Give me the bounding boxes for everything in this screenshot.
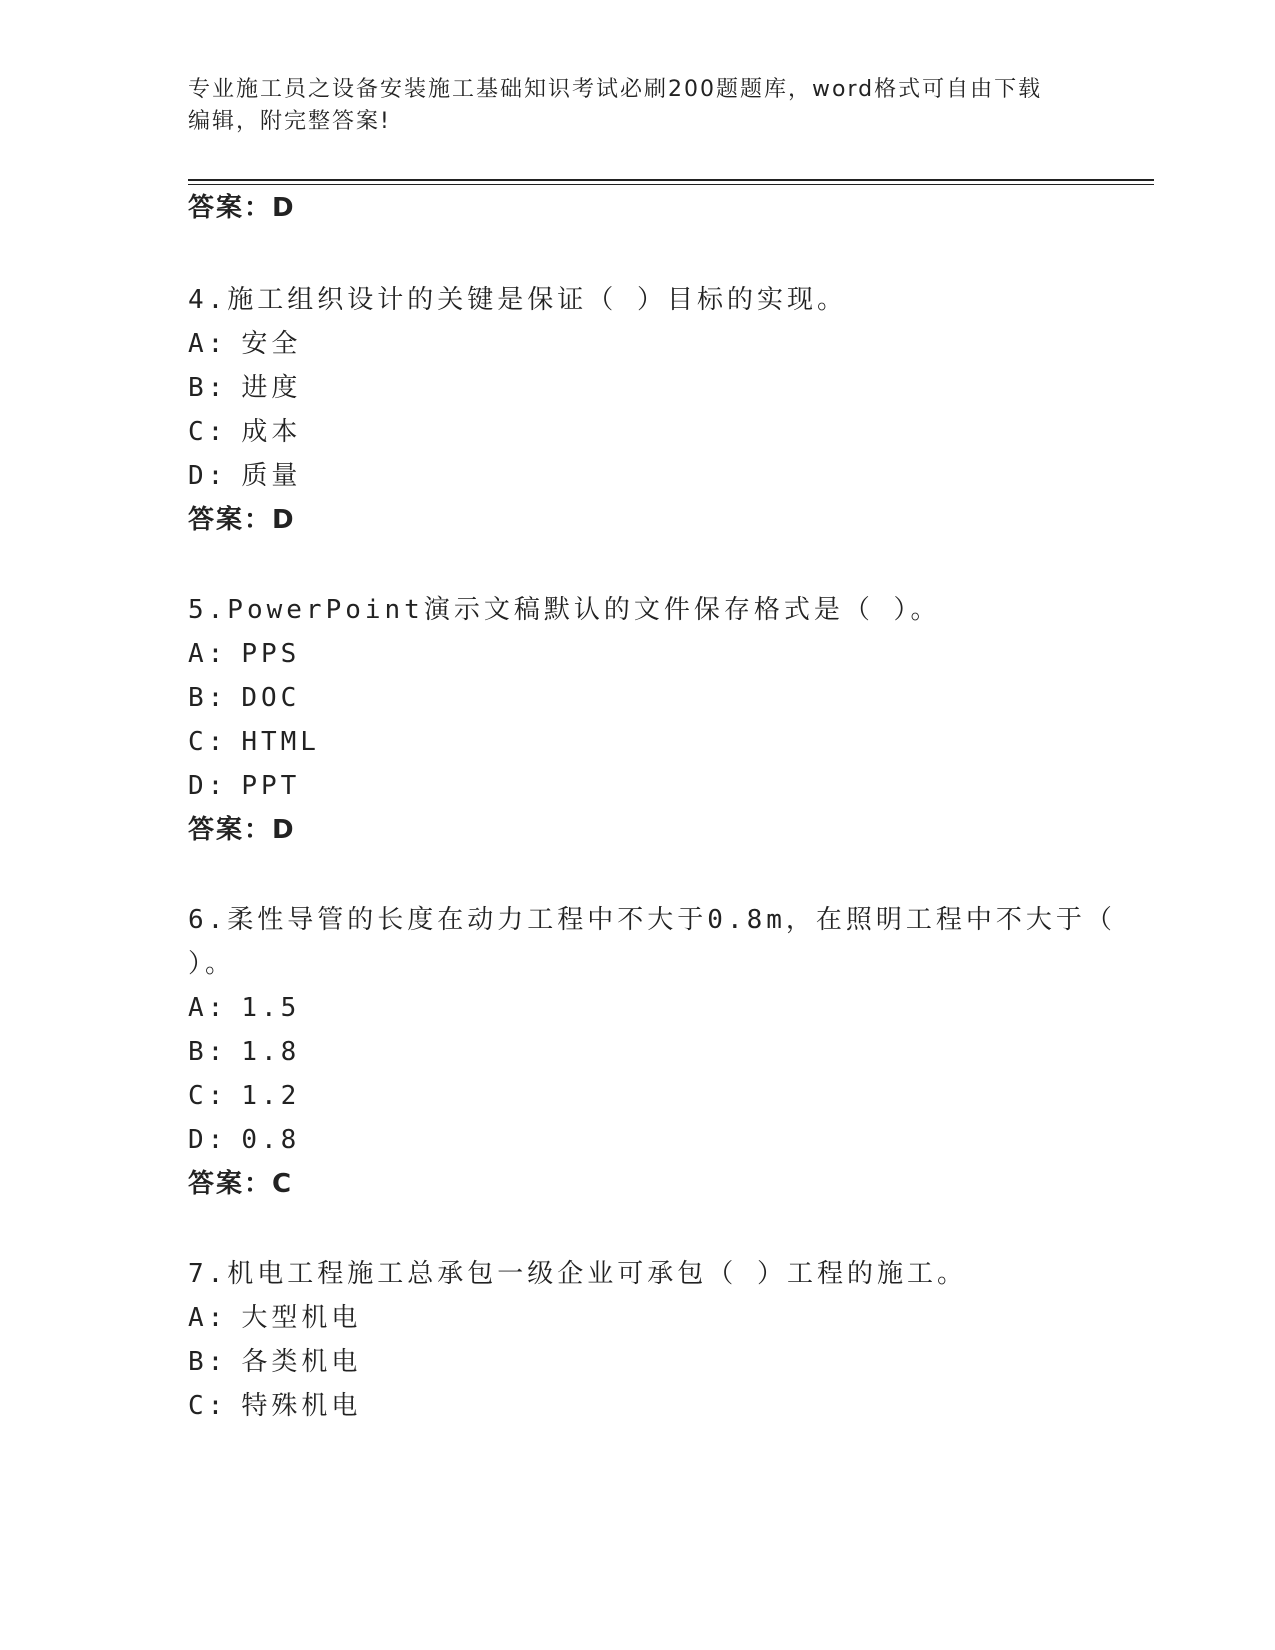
option-letter: A: <box>188 993 228 1023</box>
option-letter: B: <box>188 1037 228 1067</box>
question-6-answer: 答案：C <box>188 1169 294 1199</box>
option-text: 质量 <box>241 461 302 491</box>
question-7-option-c <box>188 1390 361 1422</box>
option-letter: D: <box>188 461 228 491</box>
option-text: PPS <box>241 639 301 669</box>
option-text: 安全 <box>241 329 302 359</box>
option-letter: A: <box>188 639 228 669</box>
header-line-2: 编辑，附完整答案! <box>188 109 391 134</box>
option-letter: C: <box>188 417 228 447</box>
option-letter: C: <box>188 1391 228 1421</box>
option-text: HTML <box>241 727 320 757</box>
question-7-option-b <box>188 1346 361 1378</box>
option-letter: B: <box>188 373 228 403</box>
option-text: 1.5 <box>241 993 301 1023</box>
question-7-stem: 7.机电工程施工总承包一级企业可承包（ ）工程的施工。 <box>188 1259 967 1289</box>
option-text: 特殊机电 <box>241 1391 362 1421</box>
option-text: 成本 <box>241 417 302 447</box>
question-7-option-a <box>188 1302 361 1334</box>
question-4-option-b <box>188 372 301 404</box>
question-6-option-b <box>188 1036 300 1068</box>
question-4-stem: 4.施工组织设计的关键是保证（ ）目标的实现。 <box>188 285 847 315</box>
option-text: 1.2 <box>241 1081 301 1111</box>
option-letter: C: <box>188 1081 228 1111</box>
option-text: 大型机电 <box>241 1303 362 1333</box>
question-6-stem-continued: ）。 <box>188 949 236 979</box>
question-6-option-c <box>188 1080 300 1112</box>
option-text: 0.8 <box>241 1125 301 1155</box>
question-6-option-d <box>188 1124 300 1156</box>
option-text: DOC <box>241 683 301 713</box>
question-4-option-a <box>188 328 301 360</box>
header-rule-thick <box>188 179 1154 181</box>
option-letter: A: <box>188 1303 228 1333</box>
document-header <box>188 74 1088 138</box>
question-5-answer: 答案：D <box>188 815 296 845</box>
question-5-option-d <box>188 770 300 802</box>
option-letter: C: <box>188 727 228 757</box>
option-text: PPT <box>241 771 301 801</box>
option-text: 各类机电 <box>241 1347 362 1377</box>
previous-answer: 答案：D <box>188 193 296 223</box>
option-letter: D: <box>188 771 228 801</box>
option-text: 1.8 <box>241 1037 301 1067</box>
question-4-answer: 答案：D <box>188 505 296 535</box>
question-5-option-b <box>188 682 300 714</box>
question-5-stem: 5.PowerPoint演示文稿默认的文件保存格式是（ ）。 <box>188 595 941 625</box>
question-5-option-c <box>188 726 320 758</box>
question-4-option-d <box>188 460 301 492</box>
question-4-option-c <box>188 416 301 448</box>
option-letter: B: <box>188 1347 228 1377</box>
option-text: 进度 <box>241 373 302 403</box>
option-letter: D: <box>188 1125 228 1155</box>
question-5-option-a <box>188 638 300 670</box>
option-letter: B: <box>188 683 228 713</box>
header-line-1: 专业施工员之设备安装施工基础知识考试必刷200题题库，word格式可自由下载 <box>188 77 1043 102</box>
header-rule-thin <box>188 184 1154 185</box>
option-letter: A: <box>188 329 228 359</box>
question-6-option-a <box>188 992 300 1024</box>
question-6-stem: 6.柔性导管的长度在动力工程中不大于0.8m，在照明工程中不大于（ <box>188 905 1116 935</box>
